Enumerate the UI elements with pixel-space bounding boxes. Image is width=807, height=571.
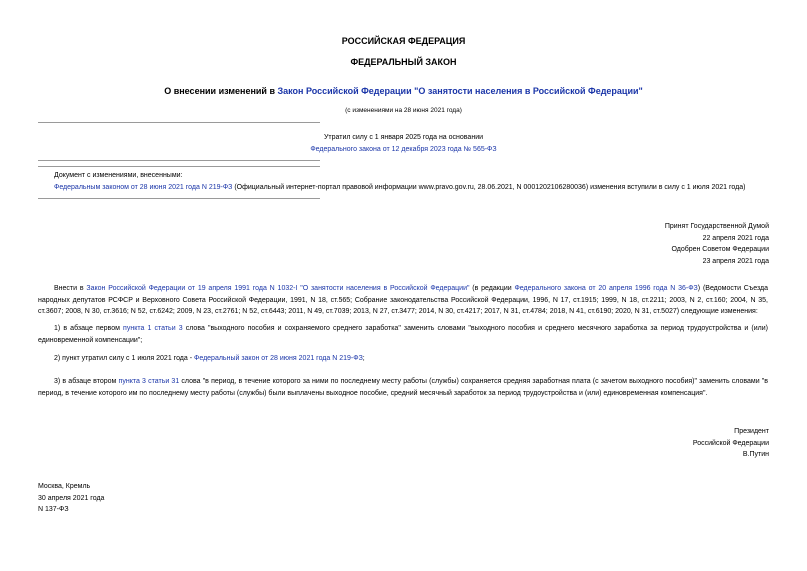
text: 1) в абзаце первом: [54, 325, 124, 332]
law-219-link[interactable]: Федеральный закон от 28 июня 2021 года N 219-ФЗ: [194, 355, 363, 362]
lost-force-basis-link[interactable]: Федерального закона от 12 декабря 2023 года № 565-ФЗ: [310, 146, 497, 153]
adoption-block: [665, 221, 769, 267]
text: ) (Ведомости Съезда народных депутатов РСФСР и Верховного Совета Российской Федерации, 1991, N 18, ст.565; Собрание законодательства Российской Федерации, 1996, N 17, ст.1915; 1999, N 18, ст.2211; 2003, N 2, ст.160; 2004, N 35, ст.3607; 2008, N 30, ст.3616; N 52, ст.6242; 2009, N 23, ст.2761; N 52, ст.6443; 2011, N 49, ст.7039; 2013, N 27, ст.3477; 2014, N 30, ст.4217; 2017, N 31, ст.4784; 2018, N 41, ст.6190; 2020, N 31, ст.5027) следующие изменения:: [38, 285, 769, 315]
changes-line: [54, 184, 745, 191]
law-type-heading: ФЕДЕРАЛЬНЫЙ ЗАКОН: [350, 57, 457, 67]
changes-law-link[interactable]: Федеральным законом от 28 июня 2021 года N 219-ФЗ: [54, 184, 233, 191]
signature-block: [693, 426, 769, 461]
footer-date: 30 апреля 2021 года: [38, 494, 105, 502]
footer-number: N 137-ФЗ: [38, 506, 69, 513]
text: Внести в: [54, 285, 87, 292]
divider: [38, 166, 320, 167]
body-paragraph-4: [38, 376, 768, 399]
text: (в редакции: [469, 285, 515, 292]
lost-force-note: Утратил силу с 1 января 2025 года на основании: [323, 134, 484, 141]
amendments-note: (с изменениями на 28 июня 2021 года): [345, 107, 462, 114]
text: 3) в абзаце втором: [54, 378, 119, 385]
title-law-link[interactable]: Закон Российской Федерации "О занятости населения в Российской Федерации": [277, 86, 643, 96]
text: слова "выходного пособия и сохраняемого среднего заработка" заменить словами "выходного пособия и среднего месячного заработка за период трудоустройства и (или) единовременной компенсации";: [38, 325, 768, 344]
body-paragraph-3: [38, 353, 768, 365]
adoption-duma-date: 22 апреля 2021 года: [702, 234, 769, 242]
footer-place: Москва, Кремль: [38, 483, 91, 490]
adoption-council-date: 23 апреля 2021 года: [702, 257, 769, 265]
text: слова "в период, в течение которого за ними по последнему месту работы (службы) сохраняется средняя заработная плата (с зачетом выходного пособия)" заменить словами "в период, в течение которого им по последнему месту работы (службы) были выплачены выходное пособие, средний месячный заработок за период трудоустройства и (или) единовременная компенсация".: [38, 378, 768, 397]
signature-title: Президент: [734, 428, 769, 435]
body-paragraph-1: [38, 283, 768, 318]
document-title: [0, 86, 807, 96]
body-paragraph-2: [38, 323, 768, 346]
divider: [38, 122, 320, 123]
country-heading: РОССИЙСКАЯ ФЕДЕРАЦИЯ: [341, 36, 466, 46]
law-1991-link[interactable]: Закон Российской Федерации от 19 апреля 1991 года N 1032-I "О занятости населения в Российской Федерации": [86, 285, 470, 292]
title-prefix: О внесении изменений в: [164, 86, 278, 96]
adoption-duma: Принят Государственной Думой: [664, 223, 769, 230]
footer-block: [38, 481, 104, 516]
divider: [38, 160, 320, 161]
adoption-council: Одобрен Советом Федерации: [671, 246, 769, 253]
law-1996-link[interactable]: Федерального закона от 20 апреля 1996 года N 36-ФЗ: [514, 285, 698, 292]
signature-country: Российской Федерации: [692, 439, 769, 447]
article-31-link[interactable]: пункта 3 статьи 31: [118, 378, 180, 385]
changes-text: (Официальный интернет-портал правовой информации www.pravo.gov.ru, 28.06.2021, N 0001202106280036) изменения вступили в силу с 1 июля 2021 года): [232, 184, 746, 191]
changes-label: Документ с изменениями, внесенными:: [54, 172, 183, 179]
text: ;: [362, 355, 365, 362]
text: 2) пункт утратил силу с 1 июля 2021 года -: [54, 355, 195, 362]
divider: [38, 198, 320, 199]
article-3-link[interactable]: пункта 1 статьи 3: [123, 325, 183, 332]
signature-name: В.Путин: [742, 451, 769, 458]
